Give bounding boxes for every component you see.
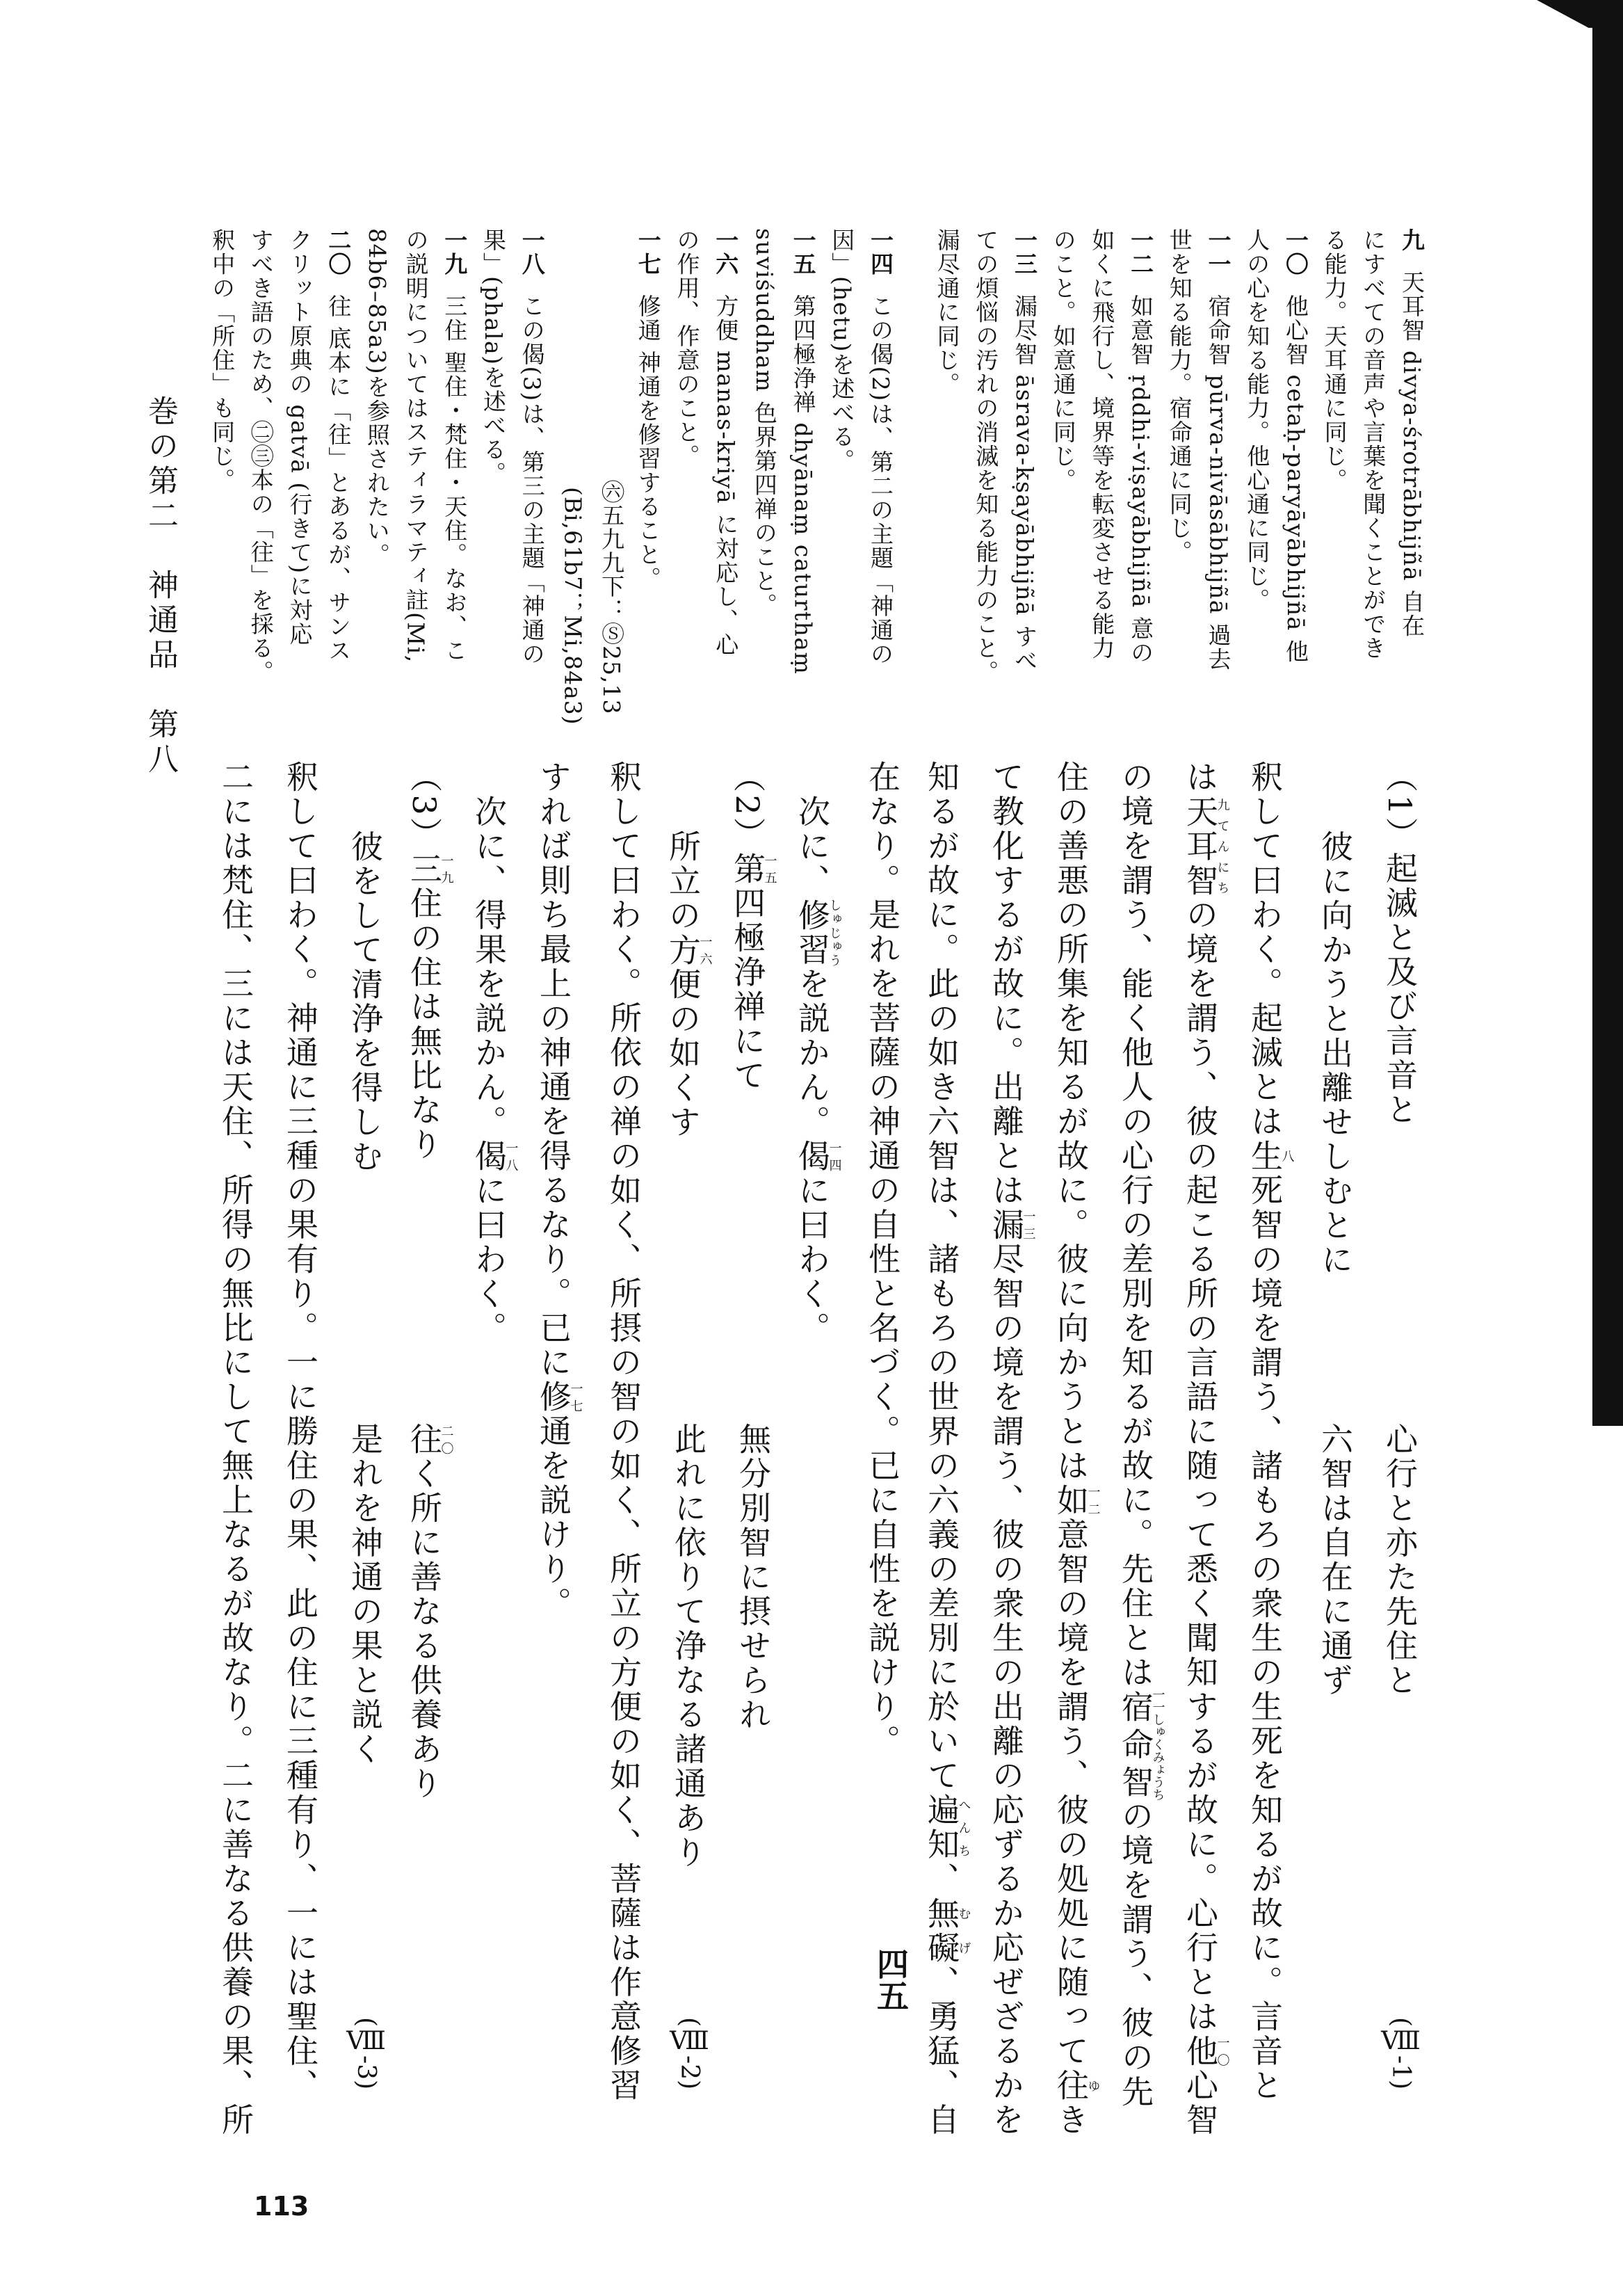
note-text: 漏尽通に同じ。: [933, 228, 961, 396]
note-line: [1359, 228, 1389, 660]
ruby-annotated-text: [535, 1380, 583, 1415]
note-text: 因」(hetu)を述べる。: [828, 228, 856, 473]
text-segment: 四極浄禅にて: [729, 886, 766, 1093]
note-line: [324, 228, 355, 663]
text-segment: （1）起滅と及び言音と: [1381, 760, 1419, 1127]
verse-reference-tag: (Ⅷ-1): [1387, 2017, 1415, 2090]
ruby-reading: 一一しゅくみょうち: [1150, 1688, 1165, 1801]
ruby-reading: 一六: [697, 933, 713, 968]
ruby-reading: へんち: [956, 1793, 971, 1862]
ruby-reading: ゆ: [1085, 2069, 1101, 2103]
note-text: にすべての音声や言葉を聞くことができ: [1359, 228, 1387, 660]
ruby-base: 修: [535, 1380, 572, 1415]
text-segment: 便の如くす: [664, 968, 702, 1140]
note-text: る能力。天耳通に同じ。: [1321, 228, 1348, 492]
note-line: [866, 228, 897, 666]
ruby-base: 宿命智: [1117, 1688, 1154, 1801]
ruby-reading: 二〇: [439, 1422, 454, 1457]
note-line: [827, 228, 858, 473]
note-text: 天耳智 divya-śrotrābhijñā 自在: [1398, 270, 1426, 639]
ruby-annotated-text: [405, 851, 454, 887]
note-text: 往 底本に「往」とあるが、サンス: [325, 294, 353, 663]
note-number: 一五: [789, 228, 817, 276]
ruby-annotated-text: [1246, 1139, 1295, 1174]
page-number: 113: [254, 2191, 309, 2222]
note-line: [363, 228, 394, 567]
note-text: 如意智 ṛddhi-viṣayābhijñā 意の: [1127, 294, 1155, 665]
note-number: 一四: [867, 228, 894, 276]
text-segment: 此れに依りて浄なる諸通あり: [670, 1422, 707, 1870]
note-text: 方便 manas-kriyā に対応し、心: [712, 294, 740, 657]
note-line: [1204, 228, 1235, 671]
note-line: [479, 228, 510, 485]
note-text: 漏尽智 āsrava-kṣayābhijñā すべ: [1011, 294, 1038, 673]
note-line: [1010, 228, 1041, 673]
main-line: [346, 830, 388, 1174]
ruby-base: 偈: [470, 1139, 508, 1174]
note-number: 一〇: [1282, 228, 1309, 276]
note-line: [673, 228, 704, 468]
note-line: [933, 228, 964, 396]
note-number: 一八: [518, 228, 546, 276]
text-segment: 知るが故に。此の如き六智は、諸もろの世界の六義の差別に於いて: [923, 760, 960, 1793]
note-text: 世を知る能力。宿命通に同じ。: [1165, 228, 1193, 564]
text-segment: の境を謂う、彼の起こる所の言語に随って悉く聞知するが故に。心行とは: [1181, 898, 1219, 2034]
ruby-base: 漏: [987, 1207, 1025, 1242]
ruby-annotated-text: [987, 1207, 1036, 1243]
ruby-reading: 一五: [762, 851, 777, 887]
text-segment: 釈して曰わく。所依の禅の如く、所摂の智の如く、所立の方便の如く、菩薩は作意修習: [605, 760, 643, 2103]
ruby-annotated-text: [923, 1896, 971, 1966]
note-line: [440, 228, 471, 663]
ruby-reading: 一三: [1021, 1207, 1036, 1242]
text-segment: 、: [923, 1862, 960, 1897]
note-citation: ㊅五九九下：Ⓢ25,13: [598, 480, 626, 715]
text-segment: すれば則ち最上の神通を得るなり。已に: [535, 760, 572, 1380]
main-line: [793, 795, 842, 1346]
main-line: [535, 760, 583, 1621]
note-text: suviśuddham 色界第四禅のこと。: [750, 228, 778, 618]
ruby-annotated-text: [923, 1793, 971, 1862]
ruby-base: 如: [1052, 1483, 1090, 1518]
ruby-base: 往: [405, 1422, 443, 1457]
text-segment: 、勇猛、自: [923, 1965, 960, 2137]
main-line: [864, 760, 905, 1759]
note-text: クリット原典の gatvā (行きて)に対応: [286, 228, 314, 647]
ruby-reading: しゅじゅう: [827, 898, 842, 968]
text-segment: 意智の境を謂う、彼の処処に随って: [1052, 1518, 1090, 2069]
ruby-annotated-text: [1052, 2069, 1101, 2103]
ruby-base: 往: [1052, 2069, 1090, 2103]
scan-edge-mark: [1592, 0, 1623, 1426]
verse-second-half: [670, 1422, 711, 1870]
main-line: [987, 760, 1036, 2137]
ruby-reading: むげ: [956, 1896, 971, 1966]
main-line: [1316, 830, 1358, 1278]
ruby-base: 三: [405, 851, 443, 887]
note-line: [1049, 228, 1080, 492]
note-text: 人の心を知る能力。他心通に同じ。: [1243, 228, 1271, 612]
note-line: [971, 228, 1002, 684]
main-line: [1117, 760, 1165, 2110]
note-text: 修通 神通を修習すること。: [634, 294, 662, 591]
note-number: 一六: [712, 228, 740, 276]
text-segment: 死智の境を謂う、諸もろの衆生の生死を知るが故に。言音と: [1246, 1173, 1284, 2103]
main-line: [729, 760, 777, 1093]
note-line: [1321, 228, 1351, 492]
ruby-base: 生: [1246, 1139, 1284, 1173]
ruby-reading: 一八: [503, 1139, 519, 1174]
ruby-base: 第: [729, 851, 766, 887]
note-line: [518, 228, 549, 666]
note-line: [1282, 228, 1312, 664]
note-line: [247, 228, 277, 684]
ruby-reading: 一七: [568, 1380, 583, 1415]
text-segment: く所に善なる供養あり: [405, 1456, 443, 1801]
text-segment: 所立の: [664, 830, 702, 933]
ruby-reading: 一〇: [1215, 2034, 1230, 2069]
note-text: の説明についてはスティラマティ註(Mi,: [402, 228, 430, 664]
ruby-reading: 八: [1279, 1139, 1295, 1173]
text-segment: を説かん。: [793, 967, 831, 1139]
ruby-annotated-text: [664, 933, 713, 968]
note-number: 九: [1398, 228, 1426, 252]
running-header: 巻の第二 神通品 第八: [143, 395, 178, 778]
note-text: 第四極浄禅 dhyānaṃ caturthaṃ: [789, 294, 817, 675]
ruby-base: 天耳智: [1181, 794, 1219, 898]
ruby-base: 偈: [793, 1139, 831, 1174]
verse-reference-tag: (Ⅷ-3): [352, 2017, 380, 2090]
main-line: [923, 760, 971, 2137]
note-number: 二〇: [325, 228, 353, 276]
note-line: [1127, 228, 1157, 665]
ruby-base: 遍知: [923, 1793, 960, 1862]
text-segment: 心行と亦た先住と: [1381, 1422, 1419, 1698]
text-segment: 二には梵住、三には天住、所得の無比にして無上なるが故なり。二に善なる供養の果、所: [217, 760, 255, 2137]
ruby-base: 無礙: [923, 1896, 960, 1966]
main-line: [1246, 760, 1295, 2103]
verse-second-half: [346, 1422, 388, 1767]
note-line: [402, 228, 433, 664]
text-segment: 住の住は無比なり: [405, 886, 443, 1162]
text-segment: 無分別智に摂せられ: [734, 1422, 772, 1733]
note-number: 一一: [1204, 228, 1232, 276]
verse-second-half: [1316, 1422, 1358, 1698]
note-text: 如くに飛行し、境界等を転変させる能力: [1088, 228, 1116, 660]
text-segment: き: [1052, 2103, 1090, 2137]
main-line: [1052, 760, 1101, 2137]
note-text: この偈(2)は、第二の主題「神通の: [867, 294, 894, 666]
main-line: [470, 795, 519, 1346]
text-segment: 尽智の境を謂う、彼の衆生の出離の応ずるか応ぜざるかを: [987, 1242, 1025, 2137]
text-segment: の境を謂う、能く他人の心行の差別を知るが故に。先住とは: [1117, 760, 1154, 1690]
note-line: [208, 228, 239, 492]
text-segment: は: [1181, 760, 1219, 795]
text-segment: （3）: [405, 760, 443, 852]
note-text: 他心智 cetaḥ-paryāyābhijñā 他: [1282, 294, 1309, 664]
note-line: [711, 228, 742, 657]
note-text: すべき語のため、㊁㊂本の「往」を採る。: [247, 228, 275, 684]
text-segment: の境を謂う、彼の先: [1117, 1799, 1154, 2110]
scan-corner-mark: [1537, 0, 1623, 28]
ruby-annotated-text: [405, 1422, 454, 1457]
text-segment: 次に、: [793, 795, 831, 899]
note-line: [1243, 228, 1273, 612]
text-segment: 是れを神通の果と説く: [346, 1422, 384, 1767]
note-line: [1398, 228, 1428, 638]
note-line: [286, 228, 316, 646]
main-line: [405, 760, 454, 1162]
text-segment: 釈して曰わく。起滅とは: [1246, 760, 1284, 1139]
note-text: 果」(phala)を述べる。: [480, 228, 507, 486]
text-segment: 通を説けり。: [535, 1414, 572, 1621]
note-number: 一九: [441, 228, 469, 276]
note-text: 宿命智 pūrva-nivāsābhijñā 過去: [1204, 294, 1232, 671]
verse-reference-tag: (Ⅷ-2): [675, 2017, 704, 2090]
note-text: の作用、作意のこと。: [673, 228, 701, 468]
text-segment: 六智は自在に通ず: [1316, 1422, 1354, 1698]
ruby-base: 方: [664, 933, 702, 968]
note-number: 一三: [1011, 228, 1038, 276]
ruby-reading: 一二: [1085, 1483, 1101, 1518]
text-segment: に曰わく。: [470, 1173, 508, 1346]
ruby-annotated-text: [1117, 1688, 1165, 1801]
verse-second-half: [1381, 1422, 1423, 1698]
ruby-base: 修習: [793, 898, 831, 968]
text-segment: 次に、得果を説かん。: [470, 795, 508, 1139]
ruby-reading: 一九: [439, 851, 454, 887]
main-line: [1381, 760, 1423, 1127]
ruby-base: 他: [1181, 2034, 1219, 2069]
note-line: [750, 228, 781, 617]
ruby-annotated-text: [793, 898, 842, 968]
main-line: [1181, 760, 1230, 2137]
verse-second-half: [405, 1422, 454, 1801]
note-line: [789, 228, 820, 675]
note-number: 一七: [634, 228, 662, 276]
text-segment: 住の善悪の所集を知るが故に。彼に向かうとは: [1052, 760, 1090, 1484]
text-segment: （2）: [729, 760, 766, 852]
note-text: この偈(3)は、第三の主題「神通の: [518, 294, 546, 666]
ruby-annotated-text: [729, 851, 777, 887]
text-segment: 釈して曰わく。神通に三種の果有り。一に勝住の果、此の住に三種有り、一には聖住、: [282, 760, 319, 2103]
ruby-reading: 一四: [827, 1139, 842, 1174]
text-segment: 彼をして清浄を得しむ: [346, 830, 384, 1174]
note-text: 三住 聖住・梵住・天住。なお、こ: [441, 294, 469, 663]
text-segment: 心智: [1181, 2069, 1219, 2137]
note-citation: (Bi,61b7；Mi,84a3): [559, 487, 587, 725]
main-line: [282, 760, 323, 2103]
note-line: [1165, 228, 1196, 564]
ruby-annotated-text: [1181, 2034, 1230, 2069]
text-segment: て教化するが故に。出離とは: [987, 760, 1025, 1208]
main-line: [605, 760, 647, 2103]
main-line: [664, 830, 713, 1140]
note-text: ての煩悩の汚れの消滅を知る能力のこと。: [972, 228, 1000, 684]
note-number: 一二: [1127, 228, 1155, 276]
ruby-reading: 九てんにち: [1215, 794, 1230, 898]
ruby-annotated-text: [470, 1139, 519, 1174]
ruby-annotated-text: [793, 1139, 842, 1174]
ruby-annotated-text: [1181, 794, 1230, 899]
note-line: [634, 228, 665, 591]
text-segment: 彼に向かうと出離せしむとに: [1316, 830, 1354, 1278]
note-line: [1088, 228, 1118, 660]
note-text: 釈中の「所住」も同じ。: [209, 228, 236, 492]
note-text: 84b6–85a3)を参照されたい。: [363, 228, 391, 568]
verse-second-half: [734, 1422, 776, 1733]
kanji-page-number: 四五: [872, 1948, 910, 2012]
text-segment: に曰わく。: [793, 1173, 831, 1346]
text-segment: 在なり。是れを菩薩の神通の自性と名づく。已に自性を説けり。: [864, 760, 901, 1759]
note-text: のこと。如意通に同じ。: [1049, 228, 1077, 492]
main-line: [217, 760, 259, 2137]
ruby-annotated-text: [1052, 1483, 1101, 1518]
